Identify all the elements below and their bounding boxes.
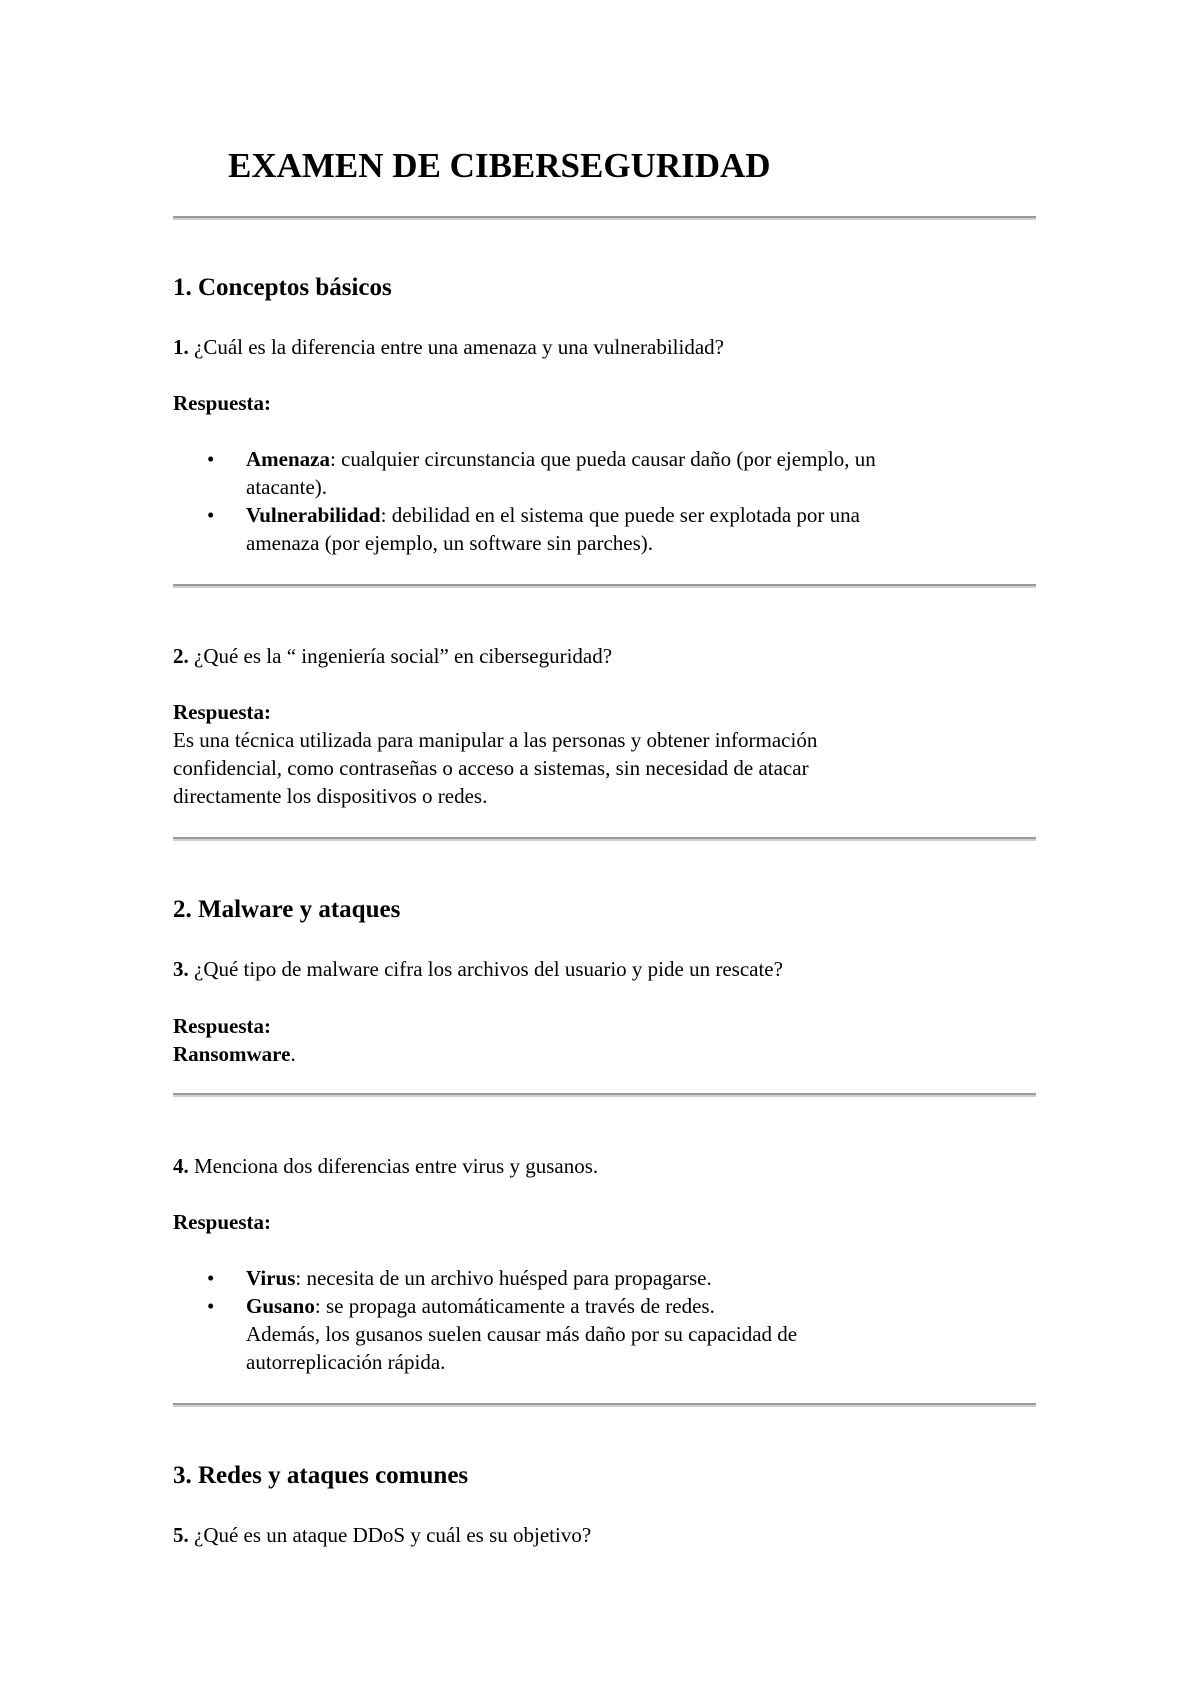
question-number: 4. (173, 1154, 189, 1178)
answer-term: Ransomware (173, 1042, 291, 1066)
bullet-text-continued: Además, los gusanos suelen causar más daño por su capacidad de (246, 1322, 798, 1346)
bullet-dot: • (207, 1266, 215, 1290)
answer-label: Respuesta: (173, 700, 271, 724)
section-heading-2: 2. Malware y ataques (173, 896, 401, 923)
section-heading-3: 3. Redes y ataques comunes (173, 1462, 469, 1489)
question-number: 3. (173, 957, 189, 981)
answer-label: Respuesta: (173, 1210, 271, 1234)
question-2 (173, 642, 612, 670)
bullet-item (246, 1264, 712, 1292)
answer-line: directamente los dispositivos o redes. (173, 784, 488, 808)
bullet-dot: • (207, 503, 215, 527)
question-number: 2. (173, 644, 189, 668)
answer-text (173, 726, 817, 810)
horizontal-rule (173, 216, 1036, 220)
horizontal-rule (173, 1093, 1036, 1097)
horizontal-rule (173, 1403, 1036, 1407)
question-number: 1. (173, 335, 189, 359)
page-title: EXAMEN DE CIBERSEGURIDAD (228, 146, 771, 185)
bullet-item (246, 1292, 797, 1376)
answer-line: Es una técnica utilizada para manipular a las personas y obtener información (173, 728, 818, 752)
question-1 (173, 333, 724, 361)
bullet-text-continued: autorreplicación rápida. (246, 1350, 446, 1374)
bullet-text: : debilidad en el sistema que puede ser explotada por una (380, 503, 860, 527)
bullet-term: Gusano (246, 1294, 315, 1318)
question-text: ¿Qué es la “ ingeniería social” en ciberseguridad? (188, 644, 613, 668)
bullet-text: : cualquier circunstancia que pueda causar daño (por ejemplo, un (329, 447, 876, 471)
bullet-item (246, 501, 860, 557)
question-5 (173, 1521, 591, 1549)
answer-line: confidencial, como contraseñas o acceso a sistemas, sin necesidad de atacar (173, 756, 809, 780)
bullet-term: Vulnerabilidad (246, 503, 381, 527)
bullet-term: Virus (246, 1266, 296, 1290)
bullet-term: Amenaza (246, 447, 330, 471)
section-heading-1: 1. Conceptos básicos (173, 274, 392, 301)
bullet-text-continued: atacante). (246, 475, 328, 499)
horizontal-rule (173, 837, 1036, 841)
question-4 (173, 1152, 598, 1180)
question-text: ¿Qué tipo de malware cifra los archivos del usuario y pide un rescate? (188, 957, 783, 981)
question-3 (173, 955, 783, 983)
answer-text (173, 1040, 296, 1068)
bullet-dot: • (207, 447, 215, 471)
question-text: ¿Cuál es la diferencia entre una amenaza y una vulnerabilidad? (188, 335, 724, 359)
answer-label: Respuesta: (173, 391, 271, 415)
bullet-text-continued: amenaza (por ejemplo, un software sin parches). (246, 531, 653, 555)
bullet-item (246, 445, 876, 501)
bullet-text: : se propaga automáticamente a través de redes. (314, 1294, 715, 1318)
question-text: Menciona dos diferencias entre virus y gusanos. (188, 1154, 599, 1178)
bullet-dot: • (207, 1294, 215, 1318)
question-number: 5. (173, 1523, 189, 1547)
answer-tail: . (290, 1042, 296, 1066)
question-text: ¿Qué es un ataque DDoS y cuál es su objetivo? (188, 1523, 592, 1547)
answer-label: Respuesta: (173, 1014, 271, 1038)
bullet-text: : necesita de un archivo huésped para propagarse. (295, 1266, 712, 1290)
horizontal-rule (173, 584, 1036, 588)
